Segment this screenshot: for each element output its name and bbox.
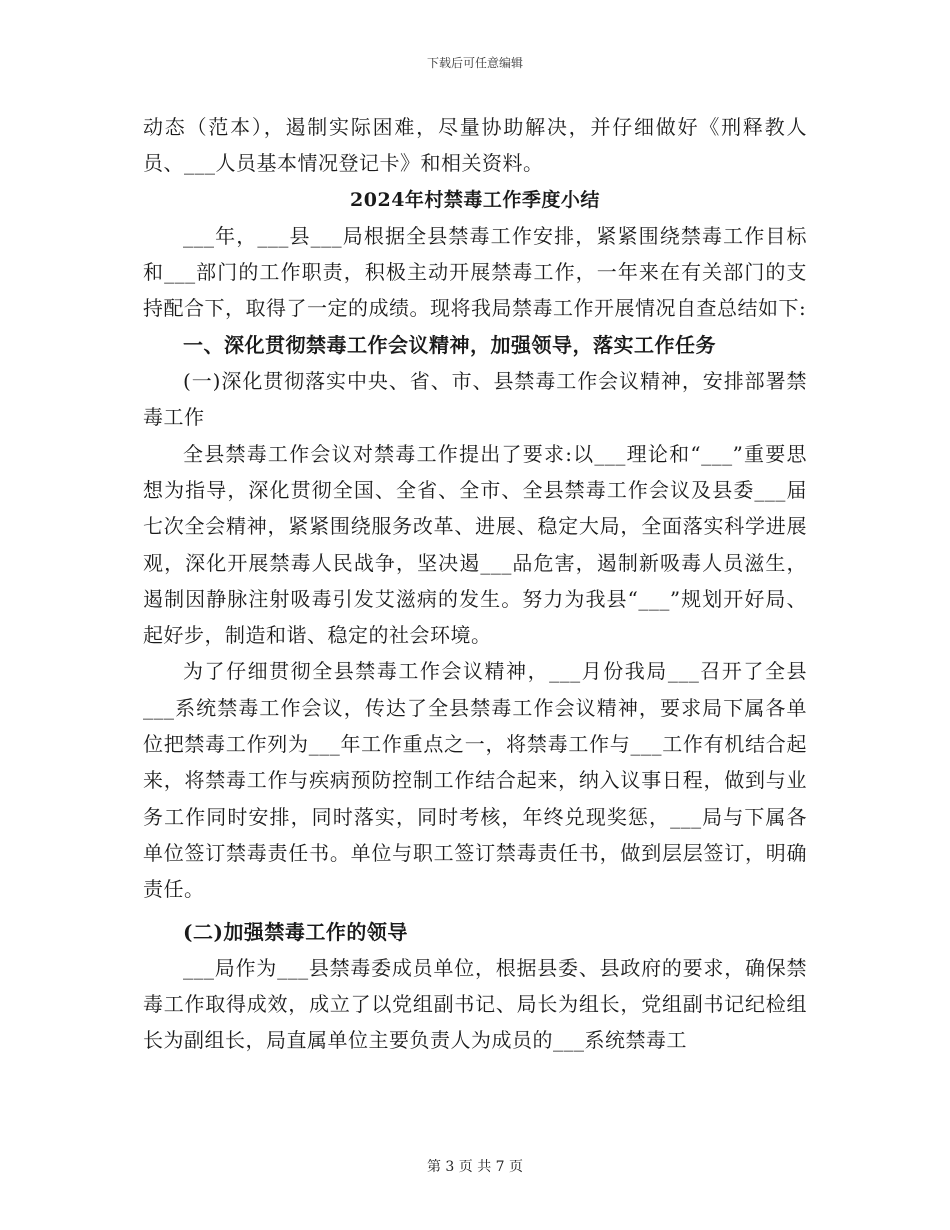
intro-paragraph: ___年，___县___局根据全县禁毒工作安排，紧紧围绕禁毒工作目标和___部门的工作职责，积极主动开展禁毒工作，一年来在有关部门的支持配合下，取得了一定的成绩。现将我局禁毒工作开展情况自查总结如下: bbox=[143, 223, 807, 321]
body-paragraph-3: ___局作为___县禁毒委成员单位，根据县委、县政府的要求，确保禁毒工作取得成效，成立了以党组副书记、局长为组长，党组副书记纪检组长为副组长，局直属单位主要负责人为成员的___系统禁毒工 bbox=[143, 955, 807, 1053]
section-heading-1: 一、深化贯彻禁毒工作会议精神，加强领导，落实工作任务 bbox=[183, 332, 716, 357]
body-paragraph-1: 全县禁毒工作会议对禁毒工作提出了要求:以___理论和“___”重要思想为指导，深化贯彻全国、全省、全市、全县禁毒工作会议及县委___届七次全会精神，紧紧围绕服务改革、进展、稳定大局，全面落实科学进展观，深化开展禁毒人民战争，坚决遏___品危害，遏制新吸毒人员滋生，遏制因静脉注射吸毒引发艾滋病的发生。努力为我县“___”规划开好局、起好步，制造和谐、稳定的社会环境。 bbox=[143, 441, 807, 648]
subsection-heading-1: (一)深化贯彻落实中央、省、市、县禁毒工作会议精神，安排部署禁毒工作 bbox=[143, 369, 807, 430]
document-body bbox=[143, 109, 807, 1059]
page-number: 第 3 页 共 7 页 bbox=[426, 1159, 524, 1175]
subsection-heading-2: (二)加强禁毒工作的领导 bbox=[183, 919, 408, 944]
body-paragraph-2: 为了仔细贯彻全县禁毒工作会议精神，___月份我局___召开了全县___系统禁毒工作会议，传达了全县禁毒工作会议精神，要求局下属各单位把禁毒工作列为___年工作重点之一，将禁毒工作与___工作有机结合起来，将禁毒工作与疾病预防控制工作结合起来，纳入议事日程，做到与业务工作同时安排，同时落实，同时考核，年终兑现奖惩，___局与下属各单位签订禁毒责任书。单位与职工签订禁毒责任书，做到层层签订，明确责任。 bbox=[143, 659, 807, 902]
continuation-paragraph: 动态（范本），遏制实际困难，尽量协助解决，并仔细做好《刑释教人员、___人员基本情况登记卡》和相关资料。 bbox=[143, 115, 807, 176]
document-title: 2024年村禁毒工作季度小结 bbox=[350, 188, 600, 211]
page-header-note: 下载后可任意编辑 bbox=[426, 56, 523, 70]
